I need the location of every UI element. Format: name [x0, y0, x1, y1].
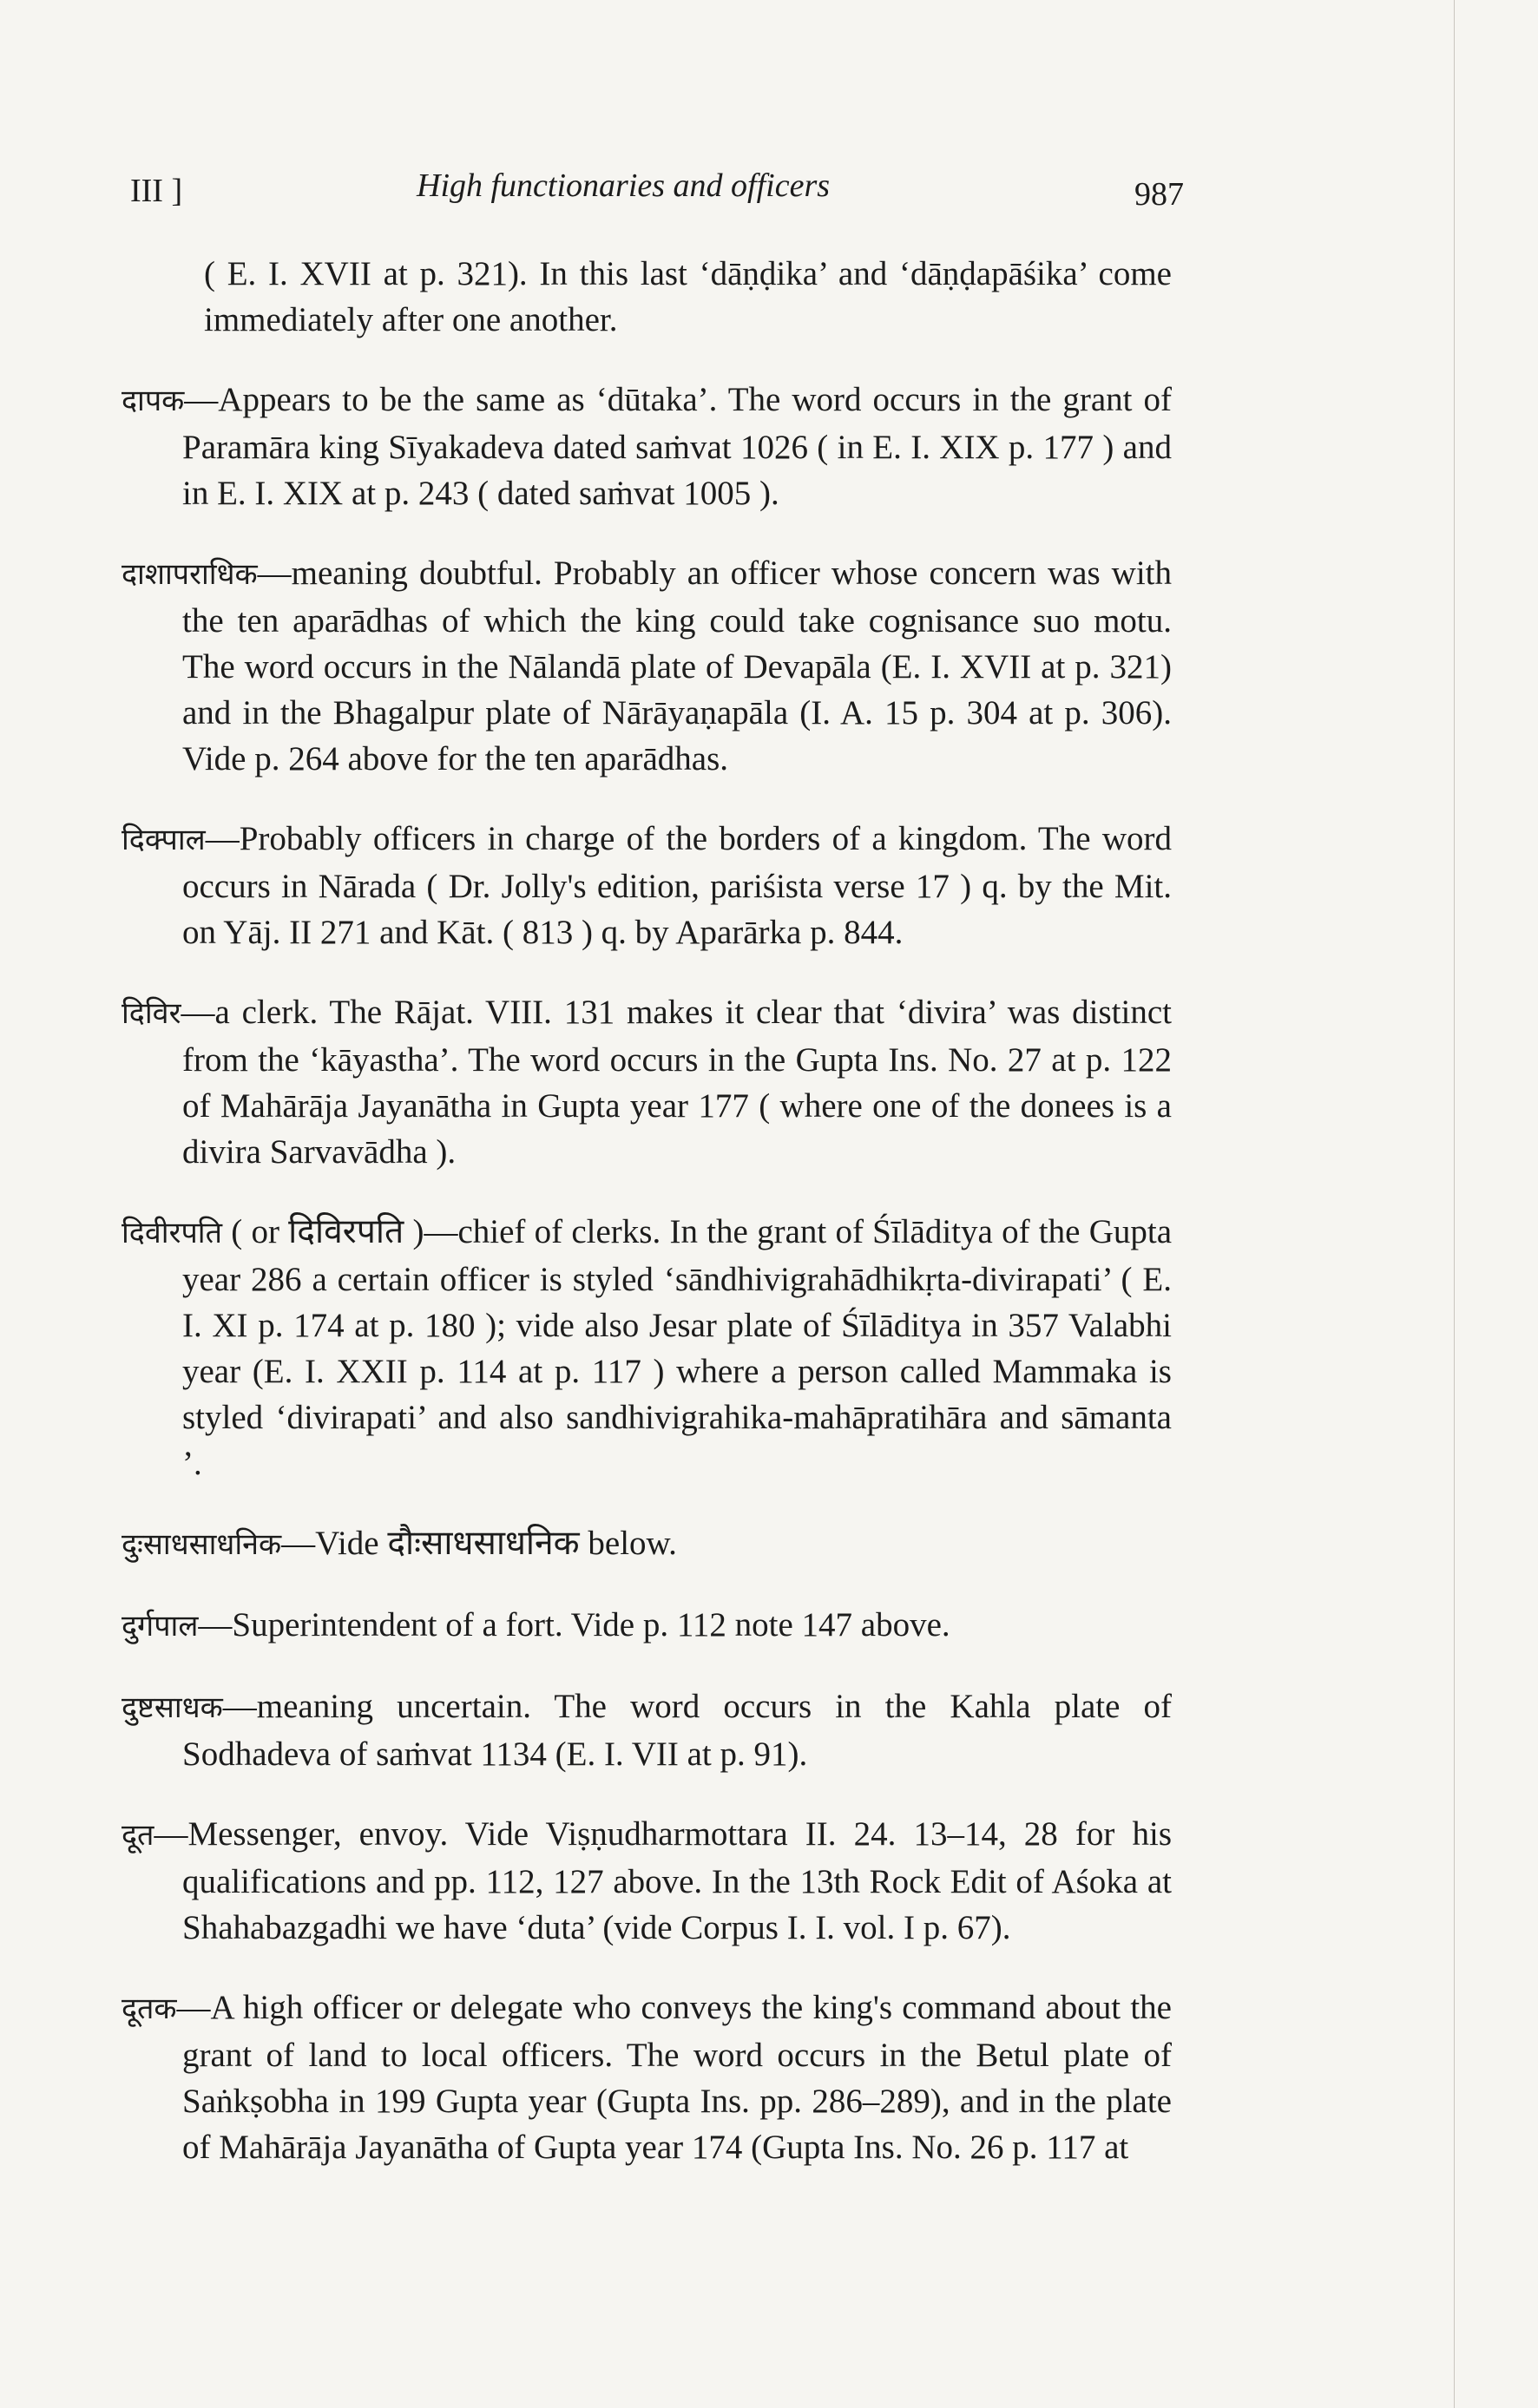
entry-dutaka: [122, 1985, 1172, 2170]
headword: दुष्टसाधक: [122, 1690, 223, 1725]
entry-text: —Messenger, envoy. Vide Viṣṇudharmottara II. 24. 13–14, 28 for his qualifications and pp. 112, 127 above. In the 13th Rock Edit of Aśoka at Shahabazgadhi we have ‘duta’ (vide Corpus I. I. vol. I p. 67).: [154, 1815, 1172, 1946]
headword: दापक: [122, 384, 185, 418]
entry-text: —Probably officers in charge of the borders of a kingdom. The word occurs in Nārada ( Dr. Jolly's edition, pariśista verse 17 ) q. by the Mit. on Yāj. II 271 and Kāt. ( 813 ) q. by Aparārka p. 844.: [182, 820, 1172, 951]
entry-text: ( or दिविरपति )—chief of clerks. In the grant of Śīlāditya of the Gupta year 286 a certain officer is styled ‘sāndhivigrahādhikṛta-divirapati’ ( E. I. XI p. 174 at p. 180 ); vide also Jesar plate of Śīlāditya in 357 Valabhi year (E. I. XXII p. 114 at p. 117 ) where a person called Mammaka is styled ‘divirapati’ and also sandhivigrahika-mahāpratihāra and sāmanta ’.: [182, 1213, 1172, 1482]
chapter-number: III ]: [130, 173, 183, 209]
page-number: 987: [1134, 176, 1184, 213]
entry-text: —Vide दौःसाधसाधनिक below.: [281, 1525, 677, 1562]
headword: दूत: [122, 1818, 154, 1853]
entry-duhsadhasadhanika: [122, 1520, 1172, 1568]
entry-text: —A high officer or delegate who conveys the king's command about the grant of land to local officers. The word occurs in the Betul plate of Saṅkṣobha in 199 Gupta year (Gupta Ins. pp. 286–289), and in the plate of Mahārāja Jayanātha of Gupta year 174 (Gupta Ins. No. 26 p. 117 at: [176, 1989, 1172, 2166]
entry-divira: [122, 989, 1172, 1175]
headword: दुःसाधसाधनिक: [122, 1527, 282, 1562]
entry-duta: [122, 1811, 1172, 1951]
continuation-paragraph: ( E. I. XVII at p. 321). In this last ‘dāṇḍika’ and ‘dāṇḍapāśika’ come immediately after one another.: [204, 255, 1172, 338]
headword: दिवीरपति: [122, 1216, 222, 1250]
running-title: High functionaries and officers: [417, 167, 831, 204]
page-edge-rule: [1454, 0, 1455, 2408]
headword: दिविर: [122, 996, 181, 1031]
headword: दिक्पाल: [122, 823, 206, 857]
headword: दाशापराधिक: [122, 557, 258, 592]
page-header: [122, 156, 1184, 217]
entry-dashaparadhika: [122, 550, 1172, 782]
entry-divirapati: [122, 1209, 1172, 1486]
entry-text: —Appears to be the same as ‘dūtaka’. The word occurs in the grant of Paramāra king Sīyakadeva dated saṁvat 1026 ( in E. I. XIX p. 177 ) and in E. I. XIX at p. 243 ( dated saṁvat 1005 ).: [182, 381, 1172, 512]
entry-text: —Superintendent of a fort. Vide p. 112 note 147 above.: [198, 1606, 950, 1644]
entry-text: —a clerk. The Rājat. VIII. 131 makes it clear that ‘divira’ was distinct from the ‘kāyastha’. The word occurs in the Gupta Ins. No. 27 at p. 122 of Mahārāja Jayanātha in Gupta year 177 ( where one of the donees is a divira Sarvavādha ).: [181, 994, 1172, 1171]
document-page: [122, 156, 1184, 2196]
entry-dapaka: [122, 377, 1172, 516]
entry-text: —meaning doubtful. Probably an officer whose concern was with the ten aparādhas of which the king could take cognisance suo motu. The word occurs in the Nālandā plate of Devapāla (E. I. XVII at p. 321) and in the Bhagalpur plate of Nārāyaṇapāla (I. A. 15 p. 304 at p. 306). Vide p. 264 above for the ten aparādhas.: [182, 554, 1172, 778]
entry-durgapala: [122, 1602, 1172, 1650]
entry-dushtasadhaka: [122, 1683, 1172, 1777]
headword: दूतक: [122, 1991, 177, 2026]
entry-dikpala: [122, 816, 1172, 955]
entry-text: —meaning uncertain. The word occurs in the Kahla plate of Sodhadeva of saṁvat 1134 (E. I. VII at p. 91).: [182, 1688, 1172, 1773]
headword: दुर्गपाल: [122, 1609, 199, 1644]
